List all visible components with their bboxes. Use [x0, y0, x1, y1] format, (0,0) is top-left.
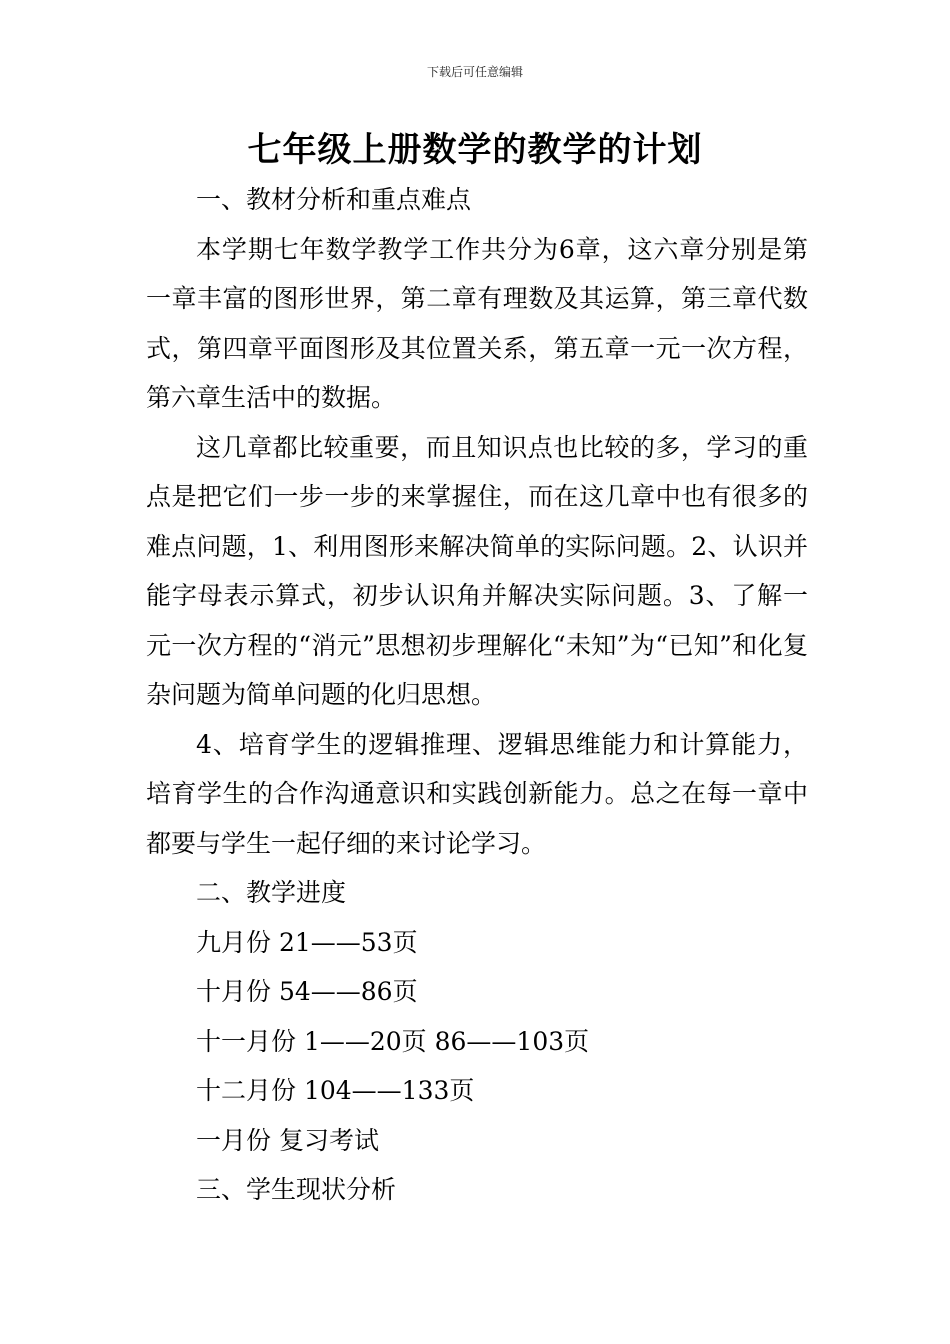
schedule-row-november: 十一月份 1——20页 86——103页: [196, 1026, 590, 1056]
paragraph-2: 这几章都比较重要，而且知识点也比较的多，学习的重点是把它们一步一步的来掌握住，而在这几章中也有很多的难点问题，1、利用图形来解决简单的实际问题。2、认识并能字母表示算式，初步认识角并解决实际问题。3、了解一元一次方程的“消元”思想初步理解化“未知”为“已知”和化复杂问题为简单问题的化归思想。: [146, 432, 808, 709]
section-heading-3: 三、学生现状分析: [196, 1175, 397, 1204]
paragraph-3: 4、培育学生的逻辑推理、逻辑思维能力和计算能力，培育学生的合作沟通意识和实践创新能力。总之在每一章中都要与学生一起仔细的来讨论学习。: [146, 729, 808, 858]
schedule-row-january: 一月份 复习考试: [196, 1125, 379, 1155]
schedule-row-september: 九月份 21——53页: [196, 927, 418, 957]
section-heading-2: 二、教学进度: [196, 878, 347, 907]
schedule-row-october: 十月份 54——86页: [196, 977, 418, 1006]
header-note: 下载后可任意编辑: [426, 65, 523, 79]
paragraph-1: 本学期七年数学教学工作共分为6章，这六章分别是第一章丰富的图形世界，第二章有理数及其运算，第三章代数式，第四章平面图形及其位置关系，第五章一元一次方程，第六章生活中的数据。: [146, 234, 808, 412]
schedule-row-december: 十二月份 104——133页: [196, 1076, 475, 1105]
section-heading-1: 一、教材分析和重点难点: [196, 185, 472, 214]
document-title: 七年级上册数学的教学的计划: [247, 130, 703, 170]
document-body: [146, 175, 808, 1215]
